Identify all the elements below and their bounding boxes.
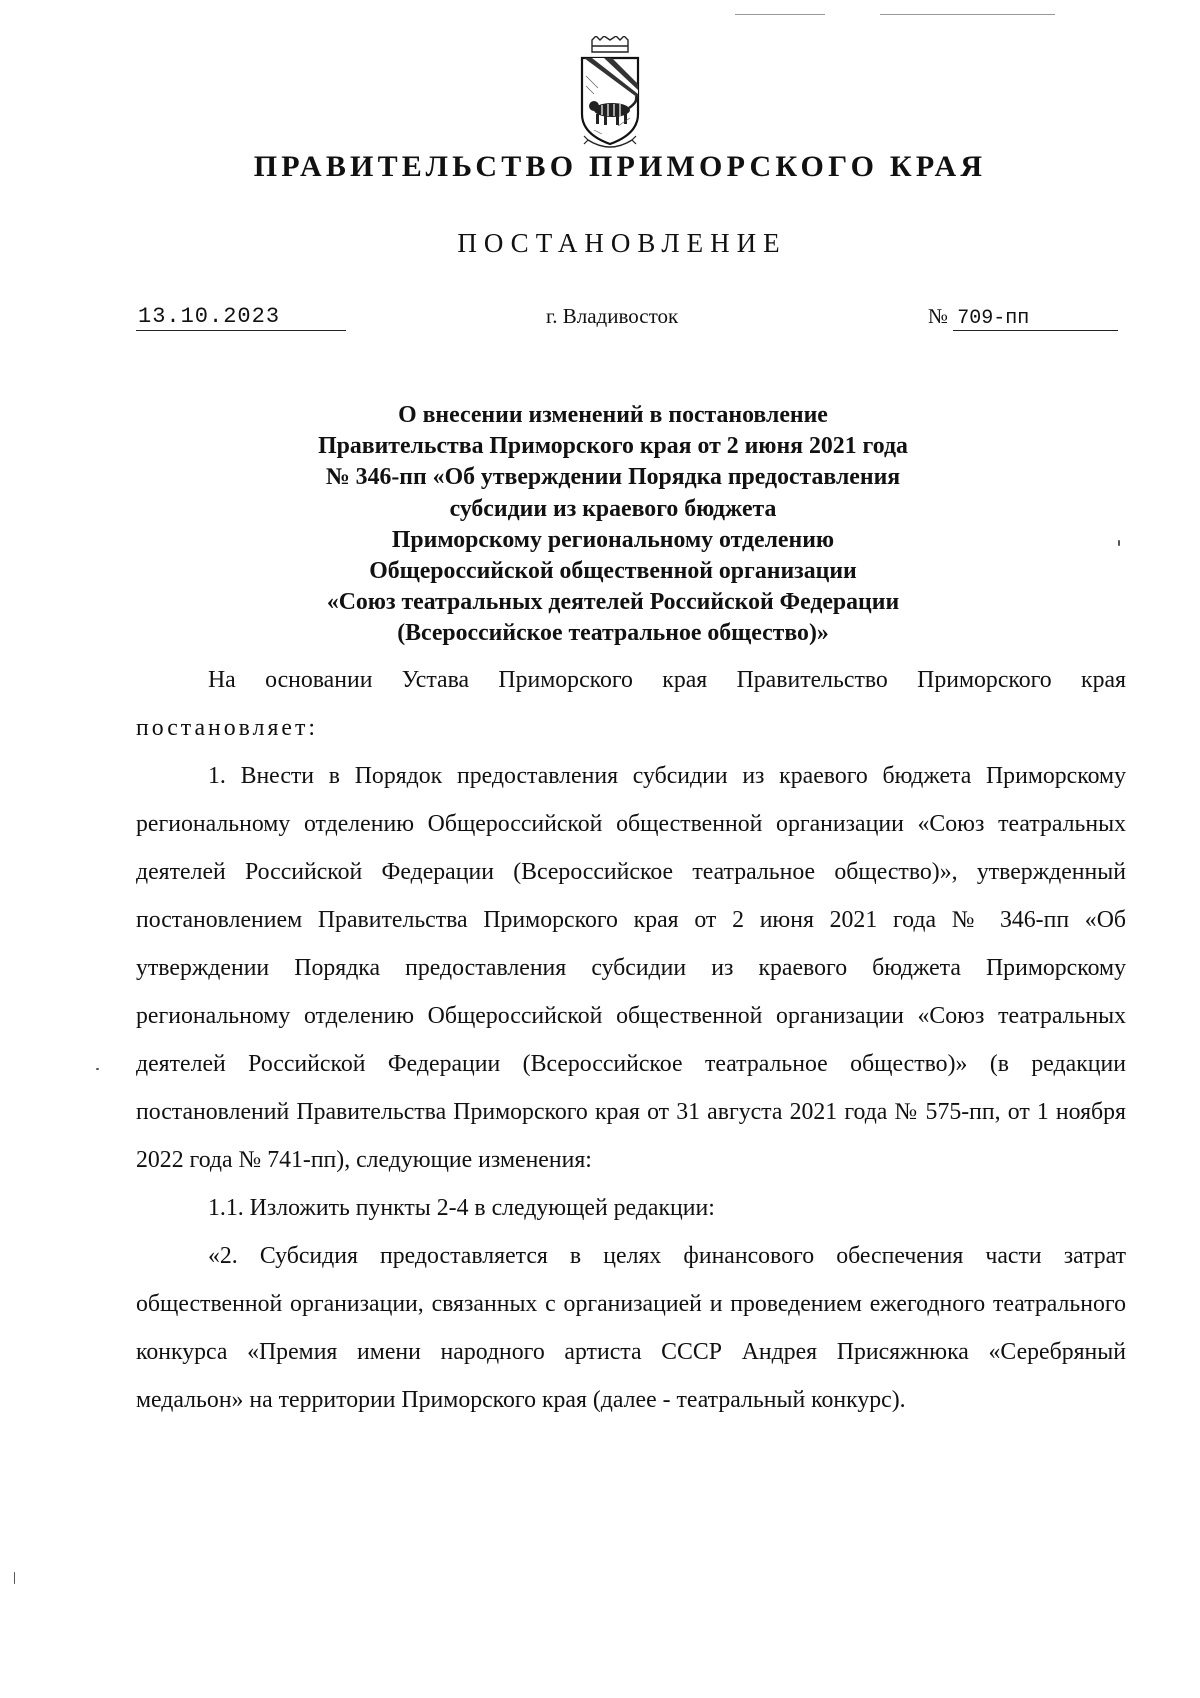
number-sign: № (928, 304, 949, 328)
scan-artifact (14, 1572, 15, 1584)
document-city: г. Владивосток (546, 304, 679, 328)
subject-line: Правительства Приморского края от 2 июня 2021 года (318, 433, 908, 460)
government-title: ПРАВИТЕЛЬСТВО ПРИМОРСКОГО КРАЯ (253, 150, 987, 183)
document-body (136, 656, 1126, 1424)
item-1-1-paragraph: 1.1. Изложить пункты 2-4 в следующей редакции: (208, 1195, 715, 1221)
subject-line: «Союз театральных деятелей Российской Федерации (326, 589, 900, 616)
subject-line: О внесении изменений в постановление (398, 402, 828, 428)
scan-artifact (880, 14, 1055, 15)
document-number-block (928, 304, 1128, 331)
document-type-heading: ПОСТАНОВЛЕНИЕ (457, 228, 787, 258)
scan-artifact (96, 1068, 99, 1070)
item-2-paragraph: «2. Субсидия предоставляется в целях финансового обеспечения части затрат общественной организации, связанных с организацией и проведением ежегодного театрального конкурса «Премия имени народного артиста СССР Андрея Присяжнюка «Серебряный медальон» на территории Приморского края (далее - театральный конкурс). (136, 1243, 1126, 1413)
scan-artifact (735, 14, 825, 15)
subject-line: Приморскому региональному отделению (391, 526, 835, 553)
document-date: 13.10.2023 (136, 304, 346, 331)
resolves-word: постановляет: (136, 715, 318, 741)
subject-line: Общероссийской общественной организации (369, 558, 857, 585)
subject-line: (Всероссийское театральное общество)» (397, 620, 829, 647)
subject-line: субсидии из краевого бюджета (449, 495, 777, 522)
item-1-paragraph: 1. Внести в Порядок предоставления субсидии из краевого бюджета Приморскому региональному отделению Общероссийской общественной организации «Союз театральных деятелей Российской Федерации (Всероссийское театральное общество)», утвержденный постановлением Правительства Приморского края от 2 июня 2021 года № 346-пп «Об утверждении Порядка предоставления субсидии из краевого бюджета Приморскому региональному отделению Общероссийской общественной организации «Союз театральных деятелей Российской Федерации (Всероссийское театральное общество)» (в редакции постановлений Правительства Приморского края от 31 августа 2021 года № 575-пп, от 1 ноября 2022 года № 741-пп), следующие изменения: (136, 763, 1126, 1173)
document-subject (13, 400, 1200, 650)
coat-of-arms-icon (574, 36, 646, 154)
preamble-paragraph (136, 656, 1126, 752)
subject-line: № 346-пп «Об утверждении Порядка предоставления (325, 464, 901, 491)
document-number: 709-пп (953, 307, 1118, 331)
preamble-text: На основании Устава Приморского края Правительство Приморского края (208, 667, 1126, 693)
